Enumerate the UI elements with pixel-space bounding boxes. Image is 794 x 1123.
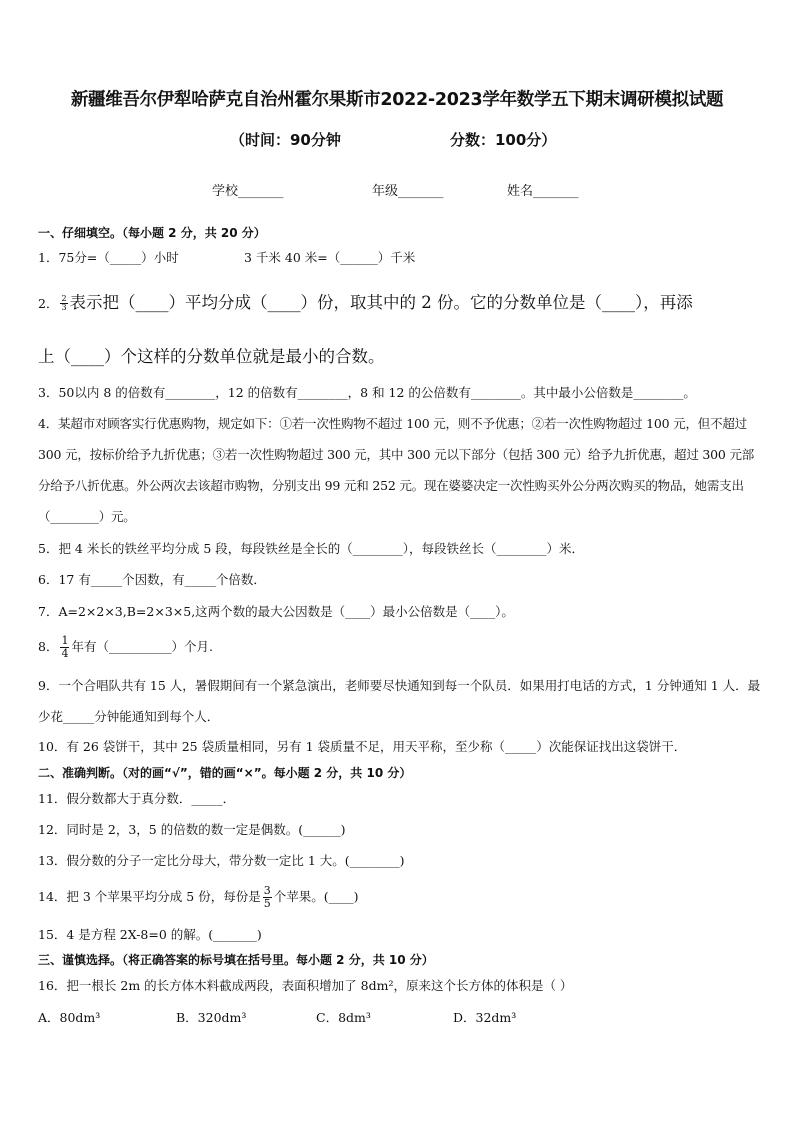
fraction-denominator: 5 <box>263 897 271 910</box>
question-14-text: 14．把 3 个苹果平均分成 5 份，每份是 <box>38 889 261 904</box>
question-8-fraction <box>60 635 69 660</box>
question-2-continued: 上（____）个这样的分数单位就是最小的合数。 <box>38 347 385 366</box>
question-2 <box>38 292 764 315</box>
question-14-suffix: 个苹果。(____) <box>273 889 359 904</box>
fraction-denominator: 4 <box>61 647 69 660</box>
fraction-denominator: 3 <box>61 303 67 312</box>
option-d[interactable]: D．32dm³ <box>453 1010 517 1025</box>
exam-title: 新疆维吾尔伊犁哈萨克自治州霍尔果斯市2022-2023学年数学五下期末调研模拟试题 <box>70 90 724 110</box>
grade-field[interactable]: 年级_______ <box>372 184 444 199</box>
exam-score: 分数：100分） <box>450 131 557 149</box>
name-field[interactable]: 姓名_______ <box>507 184 579 199</box>
question-15: 15．4 是方程 2X-8=0 的解。(_______) <box>38 927 262 942</box>
fraction-numerator: 3 <box>263 884 271 897</box>
exam-time: （时间：90分钟 <box>230 131 341 149</box>
question-2-text: 表示把（____）平均分成（____）份，取其中的 2 份。它的分数单位是（____），再添 <box>69 293 693 312</box>
section-1-heading: 一、仔细填空。（每小题 2 分，共 20 分） <box>38 226 266 240</box>
section-2-heading: 二、准确判断。（对的画“√”，错的画“×”。每小题 2 分，共 10 分） <box>38 766 412 780</box>
fraction-numerator: 1 <box>61 634 69 647</box>
exam-meta <box>0 129 794 153</box>
question-1a: 1．75分=（_____）小时 <box>38 250 179 265</box>
question-11: 11．假分数都大于真分数．_____． <box>38 791 236 806</box>
question-9: 9．一个合唱队共有 15 人，暑假期间有一个紧急演出，老师要尽快通知到每一个队员．如果用打电话的方式，1 分钟通知 1 人．最少花_____分钟能通知到每个人． <box>38 678 761 724</box>
question-6: 6．17 有_____个因数，有_____个倍数． <box>38 572 266 587</box>
question-2-number: 2． <box>38 296 59 311</box>
question-13: 13．假分数的分子一定比分母大，带分数一定比 1 大。(________) <box>38 853 405 868</box>
question-14-fraction <box>263 885 272 910</box>
option-b[interactable]: B．320dm³ <box>176 1010 247 1025</box>
section-3-heading: 三、谨慎选择。（将正确答案的标号填在括号里。每小题 2 分，共 10 分） <box>38 953 434 967</box>
question-2-fraction <box>60 295 67 312</box>
school-field[interactable]: 学校_______ <box>212 184 284 199</box>
option-c[interactable]: C．8dm³ <box>316 1010 371 1025</box>
question-4: 4．某超市对顾客实行优惠购物，规定如下：①若一次性购物不超过 100 元，则不予优惠；②若一次性购物超过 100 元，但不超过 300 元，按标价给予九折优惠；③若一次性购物超过 300 元，其中 300 元以下部分（包括 300 元）给予九折优惠，超过 300 元部分给予八折优惠。外公两次去该超市购物，分别支出 99 元和 252 元。现在婆婆决定一次性购买外公分两次购买的物品，她需支出（________）元。 <box>38 416 755 524</box>
question-8 <box>38 630 764 664</box>
question-1 <box>38 249 764 267</box>
question-16: 16．把一根长 2m 的长方体木料截成两段，表面积增加了 8dm²，原来这个长方体的体积是（ ） <box>38 978 573 993</box>
question-8-number: 8． <box>38 639 59 654</box>
question-14 <box>38 880 764 914</box>
question-12: 12．同时是 2，3，5 的倍数的数一定是偶数。(______) <box>38 822 346 837</box>
question-7: 7．A=2×2×3,B=2×3×5,这两个数的最大公因数是（____）最小公倍数是（____）。 <box>38 604 514 619</box>
question-3: 3．50以内 8 的倍数有________，12 的倍数有________，8 和 12 的公倍数有________。其中最小公倍数是________。 <box>38 385 696 400</box>
question-1b: 3 千米 40 米=（______）千米 <box>244 250 416 265</box>
question-5: 5．把 4 米长的铁丝平均分成 5 段，每段铁丝是全长的（________），每段铁丝长（________）米． <box>38 541 585 556</box>
fraction-numerator: 2 <box>61 294 67 303</box>
option-a[interactable]: A．80dm³ <box>38 1010 101 1025</box>
question-8-text: 年有（__________）个月. <box>71 639 213 654</box>
question-10: 10．有 26 袋饼干，其中 25 袋质量相同，另有 1 袋质量不足，用天平称，至少称（_____）次能保证找出这袋饼干． <box>38 739 687 754</box>
